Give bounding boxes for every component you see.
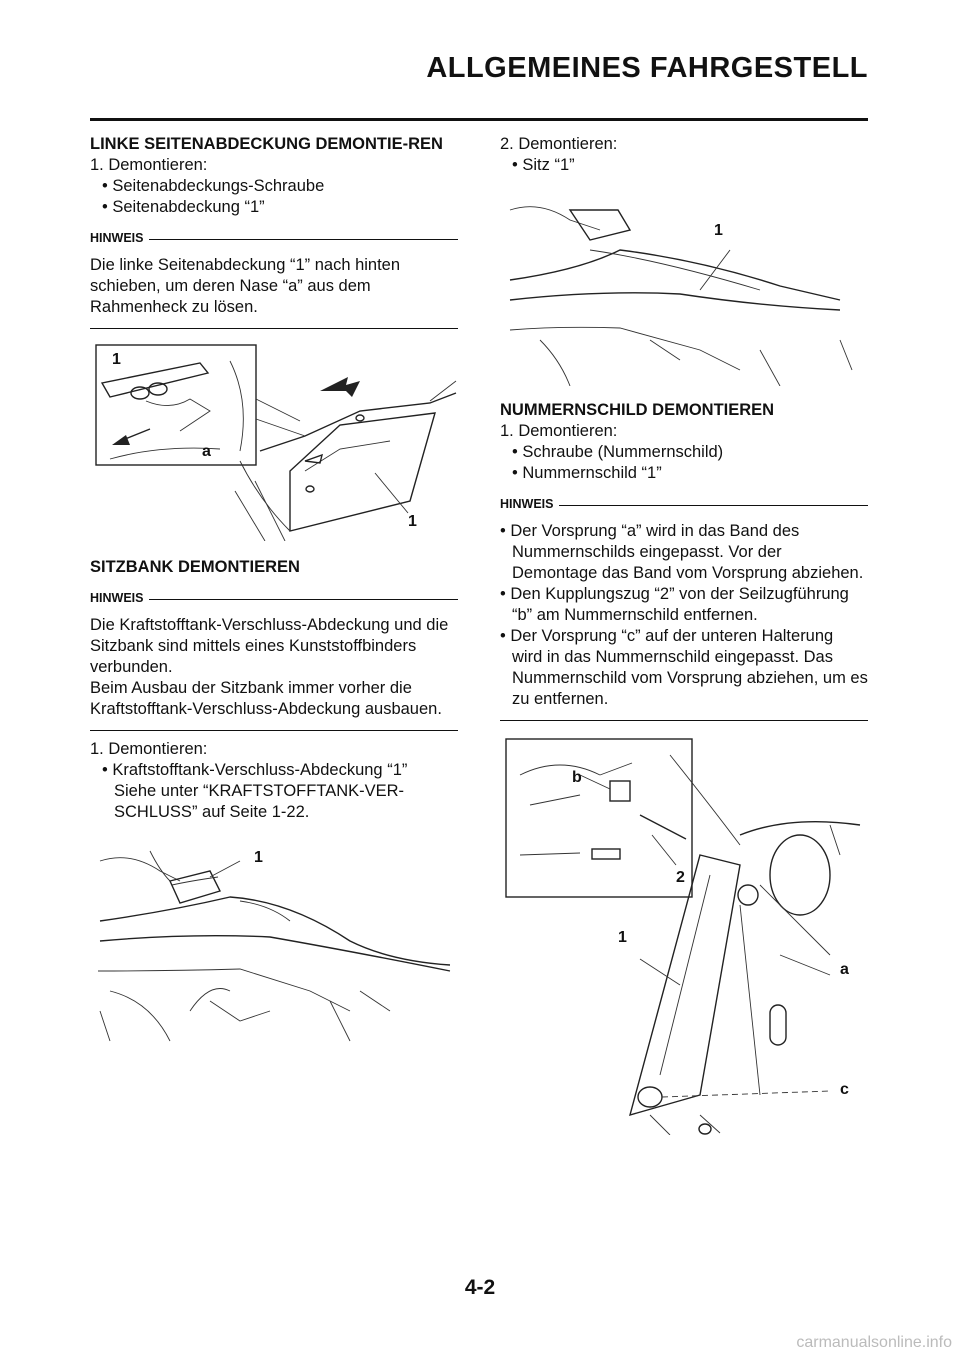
callout-1-seat: 1 [714,222,723,239]
note-item-text: Den Kupplungszug “2” von der Seilzugführung “b” am Nummernschild entfernen. [510,585,849,624]
fuel-cap-cover-illustration [90,841,458,1051]
note-item-text: Der Vorsprung “a” wird in das Band des Nummernschilds eingepasst. Vor der Demontage das Band vom Vorsprung abziehen. [510,522,864,582]
bullet-number-plate: • Nummernschild “1” [512,464,662,482]
note-text-2: Beim Ausbau der Sitzbank immer vorher die Kraftstofftank-Verschluss-Abdeckung ausbauen. [90,679,442,718]
bullet-seat: • Sitz “1” [512,156,575,174]
right-column [500,134,868,1135]
section-title-seat: SITZBANK DEMONTIEREN [90,558,300,576]
callout-a-projection: a [840,961,849,978]
step-1-side-cover: 1. Demontieren: [90,156,208,174]
note-side-cover [90,255,458,329]
note-text-1: Die Kraftstofftank-Verschluss-Abdeckung und die Sitzbank sind mittels eines Kunststoffbinders verbunden. [90,616,449,676]
figure-side-cover [90,341,458,541]
number-plate-illustration [500,735,868,1135]
note-item-text: Der Vorsprung “c” auf der unteren Halterung wird in das Nummernschild eingepasst. Das Nummernschild vom Vorsprung abziehen, um es zu entfernen. [510,627,868,708]
left-column [90,134,458,1051]
step-1-seat: 1. Demontieren: [90,740,208,758]
note-item: • Der Vorsprung “c” auf der unteren Halterung wird in das Nummernschild eingepasst. Das Nummernschild vom Vorsprung abziehen, um es zu entfernen. [500,627,868,708]
callout-1-number-plate: 1 [618,929,627,946]
note-label: HINWEIS [90,231,144,245]
bullet-plate-screw: • Schraube (Nummernschild) [512,443,724,461]
note-label: HINWEIS [90,591,144,605]
section-title-side-cover: LINKE SEITENABDECKUNG DEMONTIE-REN [90,135,443,153]
note-item: • Den Kupplungszug “2” von der Seilzugführung “b” am Nummernschild entfernen. [500,585,849,624]
figure-fuel-cap-cover [90,841,458,1051]
bullet-reference: Siehe unter “KRAFTSTOFFTANK-VER-SCHLUSS” auf Seite 1-22. [114,782,405,821]
callout-2-clutch-cable: 2 [676,869,685,886]
section-title-number-plate: NUMMERNSCHILD DEMONTIEREN [500,401,775,419]
page-title: ALLGEMEINES FAHRGESTELL [426,52,868,84]
bullet-fuel-cap-cover: • Kraftstofftank-Verschluss-Abdeckung “1” [102,761,408,779]
note-seat [90,615,458,731]
step-1-number-plate: 1. Demontieren: [500,422,618,440]
callout-c-projection: c [840,1081,849,1098]
note-number-plate [500,521,868,721]
note-heading [90,588,458,609]
note-heading [500,494,868,515]
bullet-side-cover: • Seitenabdeckung “1” [102,198,265,216]
side-cover-illustration [90,341,458,541]
note-item: • Der Vorsprung “a” wird in das Band des Nummernschilds eingepasst. Vor der Demontage das Band vom Vorsprung abziehen. [500,522,864,582]
note-label: HINWEIS [500,497,554,511]
callout-1-fuel-cap: 1 [254,849,263,866]
bullet-side-cover-screw: • Seitenabdeckungs-Schraube [102,177,325,195]
callout-1-cover: 1 [408,513,417,530]
header-rule [90,118,868,121]
step-2-seat: 2. Demontieren: [500,135,618,153]
page-number: 4-2 [464,1276,496,1299]
seat-illustration [500,190,868,386]
watermark: carmanualsonline.info [796,1334,952,1351]
note-heading [90,228,458,249]
callout-a-inset: a [202,443,211,460]
figure-number-plate [500,735,868,1135]
note-text: Die linke Seitenabdeckung “1” nach hinten schieben, um deren Nase “a” aus dem Rahmenheck zu lösen. [90,256,401,316]
figure-seat [500,190,868,386]
callout-b-cable-guide: b [572,769,582,786]
callout-1-inset: 1 [112,351,121,368]
